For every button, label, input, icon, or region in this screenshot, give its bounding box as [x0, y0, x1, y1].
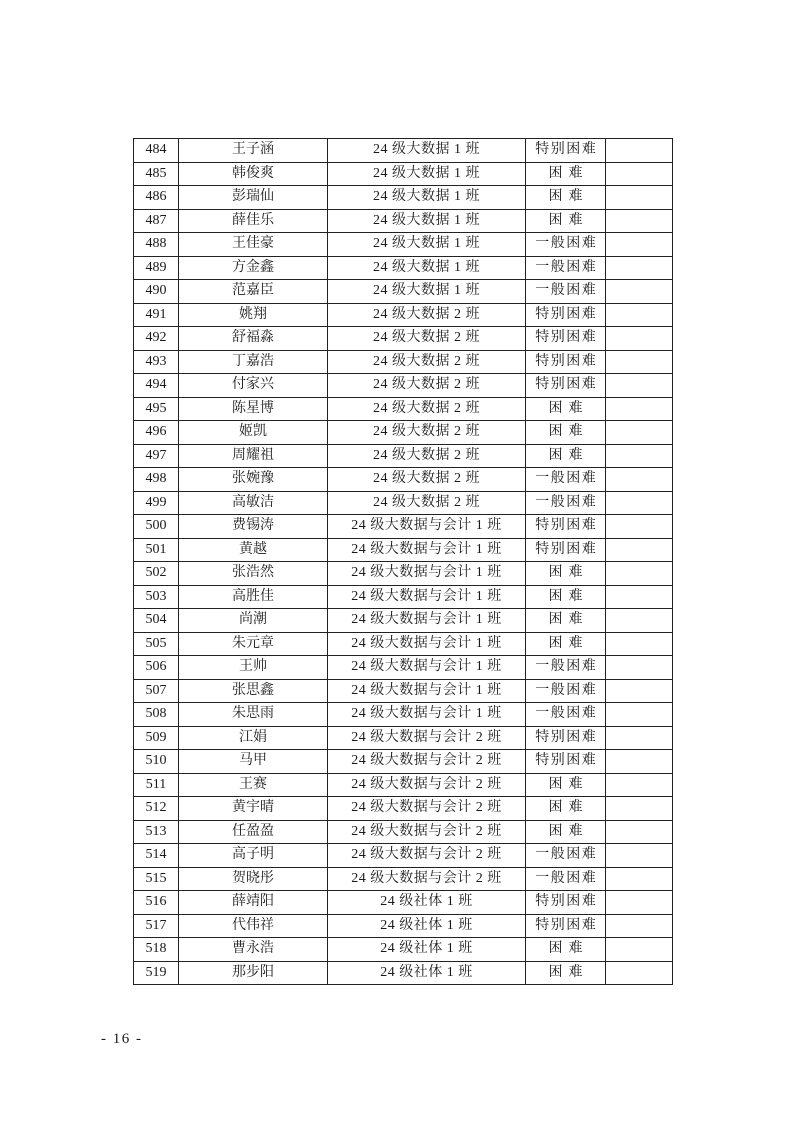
row-number-cell: 499 — [134, 491, 179, 515]
class-name-cell: 24 级社体 1 班 — [328, 914, 526, 938]
row-number-cell: 503 — [134, 585, 179, 609]
table-row — [134, 656, 673, 680]
table-row — [134, 186, 673, 210]
student-name-cell: 尚潮 — [179, 609, 328, 633]
student-name-cell: 黄宇晴 — [179, 797, 328, 821]
student-name-cell: 付家兴 — [179, 374, 328, 398]
note-cell — [606, 938, 673, 962]
table-row — [134, 280, 673, 304]
class-name-cell: 24 级大数据 2 班 — [328, 468, 526, 492]
student-name-cell: 周耀祖 — [179, 444, 328, 468]
note-cell — [606, 914, 673, 938]
difficulty-level-cell: 特别困难 — [526, 139, 606, 163]
table-row — [134, 139, 673, 163]
table-row — [134, 797, 673, 821]
note-cell — [606, 468, 673, 492]
difficulty-level-cell: 一般困难 — [526, 656, 606, 680]
note-cell — [606, 374, 673, 398]
difficulty-level-cell: 特别困难 — [526, 350, 606, 374]
table-row — [134, 679, 673, 703]
class-name-cell: 24 级大数据 1 班 — [328, 280, 526, 304]
table-row — [134, 538, 673, 562]
class-name-cell: 24 级大数据 2 班 — [328, 303, 526, 327]
note-cell — [606, 209, 673, 233]
student-name-cell: 舒福淼 — [179, 327, 328, 351]
table-row — [134, 397, 673, 421]
student-name-cell: 曹永浩 — [179, 938, 328, 962]
difficulty-level-cell: 一般困难 — [526, 491, 606, 515]
class-name-cell: 24 级大数据 2 班 — [328, 421, 526, 445]
student-name-cell: 王赛 — [179, 773, 328, 797]
note-cell — [606, 350, 673, 374]
row-number-cell: 517 — [134, 914, 179, 938]
student-name-cell: 朱思雨 — [179, 703, 328, 727]
difficulty-level-cell: 特别困难 — [526, 303, 606, 327]
class-name-cell: 24 级大数据与会计 2 班 — [328, 726, 526, 750]
class-name-cell: 24 级大数据与会计 1 班 — [328, 632, 526, 656]
class-name-cell: 24 级大数据与会计 1 班 — [328, 679, 526, 703]
row-number-cell: 509 — [134, 726, 179, 750]
table-row — [134, 515, 673, 539]
student-name-cell: 高子明 — [179, 844, 328, 868]
student-name-cell: 王佳豪 — [179, 233, 328, 257]
student-name-cell: 黄越 — [179, 538, 328, 562]
class-name-cell: 24 级大数据与会计 1 班 — [328, 703, 526, 727]
class-name-cell: 24 级社体 1 班 — [328, 961, 526, 985]
class-name-cell: 24 级大数据 1 班 — [328, 209, 526, 233]
table-row — [134, 327, 673, 351]
note-cell — [606, 186, 673, 210]
student-name-cell: 姬凯 — [179, 421, 328, 445]
difficulty-level-cell: 困难 — [526, 162, 606, 186]
note-cell — [606, 703, 673, 727]
note-cell — [606, 491, 673, 515]
row-number-cell: 500 — [134, 515, 179, 539]
difficulty-level-cell: 困难 — [526, 209, 606, 233]
note-cell — [606, 844, 673, 868]
row-number-cell: 514 — [134, 844, 179, 868]
note-cell — [606, 867, 673, 891]
student-name-cell: 费锡涛 — [179, 515, 328, 539]
table-row — [134, 867, 673, 891]
note-cell — [606, 961, 673, 985]
class-name-cell: 24 级大数据与会计 1 班 — [328, 515, 526, 539]
note-cell — [606, 797, 673, 821]
class-name-cell: 24 级大数据 1 班 — [328, 162, 526, 186]
table-row — [134, 938, 673, 962]
table-row — [134, 632, 673, 656]
note-cell — [606, 162, 673, 186]
row-number-cell: 508 — [134, 703, 179, 727]
table-row — [134, 162, 673, 186]
note-cell — [606, 891, 673, 915]
class-name-cell: 24 级大数据 1 班 — [328, 139, 526, 163]
note-cell — [606, 515, 673, 539]
student-table-body — [134, 139, 673, 985]
difficulty-level-cell: 困难 — [526, 773, 606, 797]
class-name-cell: 24 级大数据 1 班 — [328, 233, 526, 257]
table-row — [134, 585, 673, 609]
table-row — [134, 209, 673, 233]
difficulty-level-cell: 困难 — [526, 961, 606, 985]
table-row — [134, 374, 673, 398]
row-number-cell: 486 — [134, 186, 179, 210]
row-number-cell: 518 — [134, 938, 179, 962]
student-name-cell: 王帅 — [179, 656, 328, 680]
row-number-cell: 489 — [134, 256, 179, 280]
student-name-cell: 那步阳 — [179, 961, 328, 985]
row-number-cell: 515 — [134, 867, 179, 891]
student-name-cell: 薛佳乐 — [179, 209, 328, 233]
table-row — [134, 609, 673, 633]
table-row — [134, 820, 673, 844]
row-number-cell: 488 — [134, 233, 179, 257]
difficulty-level-cell: 困难 — [526, 562, 606, 586]
student-name-cell: 王子涵 — [179, 139, 328, 163]
row-number-cell: 495 — [134, 397, 179, 421]
note-cell — [606, 421, 673, 445]
row-number-cell: 490 — [134, 280, 179, 304]
row-number-cell: 513 — [134, 820, 179, 844]
row-number-cell: 519 — [134, 961, 179, 985]
table-row — [134, 891, 673, 915]
row-number-cell: 506 — [134, 656, 179, 680]
table-row — [134, 468, 673, 492]
note-cell — [606, 280, 673, 304]
difficulty-level-cell: 困难 — [526, 444, 606, 468]
note-cell — [606, 656, 673, 680]
difficulty-level-cell: 特别困难 — [526, 726, 606, 750]
difficulty-level-cell: 困难 — [526, 797, 606, 821]
note-cell — [606, 585, 673, 609]
row-number-cell: 512 — [134, 797, 179, 821]
note-cell — [606, 750, 673, 774]
row-number-cell: 501 — [134, 538, 179, 562]
table-row — [134, 233, 673, 257]
student-name-cell: 彭瑞仙 — [179, 186, 328, 210]
row-number-cell: 497 — [134, 444, 179, 468]
row-number-cell: 511 — [134, 773, 179, 797]
table-row — [134, 303, 673, 327]
table-row — [134, 726, 673, 750]
student-name-cell: 张思鑫 — [179, 679, 328, 703]
difficulty-level-cell: 特别困难 — [526, 327, 606, 351]
difficulty-level-cell: 困难 — [526, 186, 606, 210]
page-number: - 16 - — [101, 1031, 143, 1047]
table-row — [134, 256, 673, 280]
row-number-cell: 507 — [134, 679, 179, 703]
class-name-cell: 24 级大数据与会计 2 班 — [328, 750, 526, 774]
table-row — [134, 703, 673, 727]
student-name-cell: 代伟祥 — [179, 914, 328, 938]
class-name-cell: 24 级大数据 2 班 — [328, 327, 526, 351]
class-name-cell: 24 级大数据与会计 2 班 — [328, 797, 526, 821]
student-name-cell: 范嘉臣 — [179, 280, 328, 304]
difficulty-level-cell: 一般困难 — [526, 280, 606, 304]
student-name-cell: 任盈盈 — [179, 820, 328, 844]
difficulty-level-cell: 特别困难 — [526, 515, 606, 539]
difficulty-level-cell: 一般困难 — [526, 867, 606, 891]
row-number-cell: 498 — [134, 468, 179, 492]
note-cell — [606, 538, 673, 562]
note-cell — [606, 632, 673, 656]
class-name-cell: 24 级社体 1 班 — [328, 938, 526, 962]
class-name-cell: 24 级大数据 2 班 — [328, 397, 526, 421]
table-row — [134, 844, 673, 868]
class-name-cell: 24 级大数据与会计 1 班 — [328, 609, 526, 633]
class-name-cell: 24 级大数据 2 班 — [328, 350, 526, 374]
student-name-cell: 韩俊爽 — [179, 162, 328, 186]
note-cell — [606, 820, 673, 844]
difficulty-level-cell: 特别困难 — [526, 891, 606, 915]
class-name-cell: 24 级大数据 1 班 — [328, 186, 526, 210]
class-name-cell: 24 级大数据与会计 2 班 — [328, 773, 526, 797]
table-row — [134, 444, 673, 468]
difficulty-level-cell: 一般困难 — [526, 256, 606, 280]
difficulty-level-cell: 困难 — [526, 421, 606, 445]
difficulty-level-cell: 困难 — [526, 938, 606, 962]
student-name-cell: 方金鑫 — [179, 256, 328, 280]
row-number-cell: 504 — [134, 609, 179, 633]
student-name-cell: 姚翔 — [179, 303, 328, 327]
difficulty-level-cell: 一般困难 — [526, 679, 606, 703]
row-number-cell: 505 — [134, 632, 179, 656]
class-name-cell: 24 级大数据与会计 1 班 — [328, 538, 526, 562]
row-number-cell: 494 — [134, 374, 179, 398]
row-number-cell: 516 — [134, 891, 179, 915]
table-row — [134, 421, 673, 445]
row-number-cell: 496 — [134, 421, 179, 445]
note-cell — [606, 444, 673, 468]
row-number-cell: 487 — [134, 209, 179, 233]
difficulty-level-cell: 一般困难 — [526, 233, 606, 257]
student-name-cell: 张浩然 — [179, 562, 328, 586]
difficulty-level-cell: 特别困难 — [526, 538, 606, 562]
table-row — [134, 491, 673, 515]
difficulty-level-cell: 特别困难 — [526, 374, 606, 398]
difficulty-level-cell: 一般困难 — [526, 703, 606, 727]
student-name-cell: 贺晓彤 — [179, 867, 328, 891]
note-cell — [606, 726, 673, 750]
row-number-cell: 485 — [134, 162, 179, 186]
table-row — [134, 350, 673, 374]
table-row — [134, 914, 673, 938]
note-cell — [606, 327, 673, 351]
note-cell — [606, 562, 673, 586]
student-name-cell: 江娟 — [179, 726, 328, 750]
student-name-cell: 薛靖阳 — [179, 891, 328, 915]
difficulty-level-cell: 困难 — [526, 585, 606, 609]
note-cell — [606, 609, 673, 633]
note-cell — [606, 679, 673, 703]
difficulty-level-cell: 一般困难 — [526, 468, 606, 492]
student-name-cell: 高敏洁 — [179, 491, 328, 515]
difficulty-level-cell: 困难 — [526, 397, 606, 421]
difficulty-level-cell: 困难 — [526, 632, 606, 656]
student-name-cell: 高胜佳 — [179, 585, 328, 609]
table-row — [134, 562, 673, 586]
note-cell — [606, 256, 673, 280]
note-cell — [606, 233, 673, 257]
difficulty-level-cell: 特别困难 — [526, 750, 606, 774]
table-row — [134, 961, 673, 985]
class-name-cell: 24 级大数据与会计 2 班 — [328, 867, 526, 891]
note-cell — [606, 397, 673, 421]
row-number-cell: 493 — [134, 350, 179, 374]
table-row — [134, 773, 673, 797]
student-name-cell: 张婉豫 — [179, 468, 328, 492]
class-name-cell: 24 级社体 1 班 — [328, 891, 526, 915]
row-number-cell: 510 — [134, 750, 179, 774]
row-number-cell: 492 — [134, 327, 179, 351]
class-name-cell: 24 级大数据与会计 1 班 — [328, 656, 526, 680]
student-aid-table — [133, 138, 673, 985]
student-name-cell: 朱元章 — [179, 632, 328, 656]
class-name-cell: 24 级大数据 1 班 — [328, 256, 526, 280]
row-number-cell: 484 — [134, 139, 179, 163]
row-number-cell: 502 — [134, 562, 179, 586]
student-name-cell: 陈星博 — [179, 397, 328, 421]
student-name-cell: 马甲 — [179, 750, 328, 774]
class-name-cell: 24 级大数据与会计 2 班 — [328, 844, 526, 868]
difficulty-level-cell: 特别困难 — [526, 914, 606, 938]
note-cell — [606, 773, 673, 797]
note-cell — [606, 303, 673, 327]
class-name-cell: 24 级大数据与会计 1 班 — [328, 585, 526, 609]
student-name-cell: 丁嘉浩 — [179, 350, 328, 374]
class-name-cell: 24 级大数据 2 班 — [328, 374, 526, 398]
class-name-cell: 24 级大数据 2 班 — [328, 444, 526, 468]
table-row — [134, 750, 673, 774]
difficulty-level-cell: 困难 — [526, 609, 606, 633]
note-cell — [606, 139, 673, 163]
row-number-cell: 491 — [134, 303, 179, 327]
difficulty-level-cell: 困难 — [526, 820, 606, 844]
class-name-cell: 24 级大数据 2 班 — [328, 491, 526, 515]
class-name-cell: 24 级大数据与会计 2 班 — [328, 820, 526, 844]
difficulty-level-cell: 一般困难 — [526, 844, 606, 868]
class-name-cell: 24 级大数据与会计 1 班 — [328, 562, 526, 586]
